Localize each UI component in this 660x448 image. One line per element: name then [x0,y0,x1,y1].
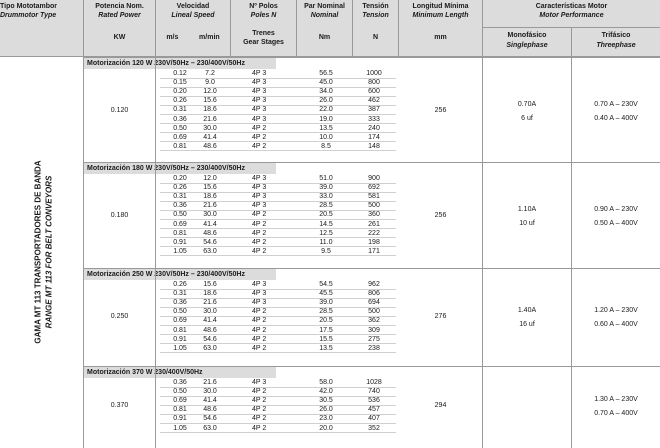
cell-n: 362 [368,317,380,325]
cell-poles: 4P 2 [252,142,267,150]
cell-poles: 4P 3 [252,106,267,114]
header-torque-unit: Nm [318,33,331,41]
cell-mmin: 63.0 [203,247,217,255]
cell-nm: 45.5 [319,290,333,298]
cell-poles: 4P 3 [252,70,267,77]
cell-poles: 4P 2 [252,335,267,343]
cell-nm: 13.5 [319,124,333,132]
cell-ms: 0.31 [173,290,187,298]
cell-ms: 1.05 [173,344,187,352]
cell-ms: 0.50 [173,211,187,219]
single-cap: 10 uf [519,219,535,227]
header-single [483,28,571,56]
cell-nm: 14.5 [319,220,333,228]
power-value: 0.180 [110,211,129,219]
cell-nm: 54.5 [319,281,333,288]
cell-n: 581 [368,193,380,201]
single-current [483,395,571,404]
cell-n: 275 [368,335,380,343]
grid-line [230,0,231,56]
cell-nm: 34.0 [319,88,333,96]
cell-mmin: 48.6 [203,229,217,237]
header-type-es: Tipo Mototambor [0,3,58,10]
cell-n: 148 [368,142,380,150]
grid-line [482,27,660,28]
cell-mmin: 54.6 [203,238,217,246]
cell-mmin: 41.4 [203,317,217,325]
cell-ms: 0.69 [173,397,187,405]
cell-poles: 4P 2 [252,238,267,246]
cell-mmin: 21.6 [203,202,217,210]
cell-mmin: 15.6 [203,184,217,192]
cell-mmin: 30.0 [203,308,217,316]
cell-nm: 58.0 [319,379,333,386]
group-separator [83,268,660,269]
header-torque-en: Nominal [310,12,339,20]
cell-poles: 4P 2 [252,326,267,334]
cell-poles: 4P 3 [252,202,267,210]
header-length-es: Longitud Mínima [412,3,469,10]
cell-ms: 0.81 [173,142,187,150]
cell-mmin: 63.0 [203,424,217,432]
cell-ms: 0.91 [173,238,187,246]
cell-nm: 12.5 [319,229,333,237]
cell-n: 457 [368,406,380,414]
single-current: 1.10A [517,205,537,213]
cell-mmin: 7.2 [205,70,215,77]
cell-n: 1028 [366,379,382,386]
cell-ms: 1.05 [173,247,187,255]
cell-mmin: 41.4 [203,133,217,141]
cell-poles: 4P 2 [252,344,267,352]
header-type [0,0,83,56]
header-tension [353,0,398,56]
length-value: 256 [434,211,447,219]
cell-nm: 28.5 [319,202,333,210]
cell-mmin: 18.6 [203,193,217,201]
length-value: 256 [434,106,447,114]
single-cap [483,409,571,418]
cell-poles: 4P 2 [252,424,267,432]
header-power-es: Potencia Nom. [95,3,144,10]
cell-nm: 39.0 [319,184,333,192]
cell-nm: 22.0 [319,106,333,114]
three-a: 0.70 A – 230V [594,100,638,108]
length-value: 276 [434,313,447,321]
cell-n: 198 [368,238,380,246]
cell-n: 309 [368,326,380,334]
cell-ms: 0.31 [173,193,187,201]
grid-line [83,0,84,448]
header-power-en: Rated Power [98,12,141,20]
header-three [572,28,660,56]
cell-nm: 20.5 [319,211,333,219]
group-band: Motorización 120 W 230V/50Hz – 230/400V/50Hz [84,58,276,69]
cell-n: 407 [368,415,380,423]
group-separator [83,162,660,163]
cell-nm: 19.0 [319,115,333,123]
group-separator [83,366,660,367]
cell-ms: 0.26 [173,97,187,105]
cell-ms: 0.31 [173,106,187,114]
cell-mmin: 30.0 [203,388,217,396]
cell-poles: 4P 2 [252,124,267,132]
cell-n: 900 [368,175,380,182]
header-poles-es: Nº Polos [249,3,278,10]
cell-n: 500 [368,308,380,316]
cell-nm: 33.0 [319,193,333,201]
cell-nm: 39.0 [319,299,333,307]
cell-mmin: 48.6 [203,406,217,414]
header-speed-es: Velocidad [176,3,210,10]
cell-poles: 4P 3 [252,299,267,307]
grid-line [296,0,297,56]
cell-nm: 56.5 [319,70,333,77]
cell-ms: 0.69 [173,133,187,141]
cell-n: 240 [368,124,380,132]
cell-ms: 0.36 [173,379,187,386]
cell-ms: 0.69 [173,317,187,325]
cell-poles: 4P 3 [252,290,267,298]
header-motor [483,0,660,27]
grid-line [482,0,483,448]
header-three-es: Trifásico [601,32,631,39]
cell-nm: 15.5 [319,335,333,343]
header-length-unit: mm [434,33,447,41]
grid-line [571,27,572,448]
cell-n: 171 [368,247,380,255]
single-cap: 16 uf [519,321,535,329]
header-type-en: Drummotor Type [0,12,57,20]
cell-nm: 26.0 [319,406,333,414]
header-length-en: Minimum Length [412,12,469,20]
header-speed [156,0,230,56]
cell-ms: 0.91 [173,335,187,343]
header-motor-en: Motor Performance [539,12,604,20]
range-label [2,56,85,448]
cell-nm: 20.5 [319,317,333,325]
cell-n: 694 [368,299,380,307]
range-label-en: RANGE MT 113 FOR BELT CONVEYORS [44,175,54,329]
cell-poles: 4P 3 [252,115,267,123]
cell-poles: 4P 2 [252,229,267,237]
header-length [399,0,482,56]
cell-ms: 0.20 [173,175,187,182]
three-b: 0.40 A – 400V [594,114,638,122]
header-poles [231,0,296,56]
single-current: 1.40A [517,307,537,315]
cell-poles: 4P 2 [252,388,267,396]
cell-n: 500 [368,202,380,210]
cell-ms: 0.20 [173,88,187,96]
cell-mmin: 54.6 [203,335,217,343]
three-a: 0.90 A – 230V [594,205,638,213]
three-a: 1.20 A – 230V [594,307,638,315]
three-a: 1.30 A – 230V [594,396,638,404]
cell-nm: 8.5 [321,142,331,150]
header-single-en: Singlephase [506,42,548,50]
cell-poles: 4P 2 [252,406,267,414]
header-tension-unit: N [372,33,379,41]
cell-ms: 0.36 [173,299,187,307]
header-tension-es: Tensión [362,3,389,10]
three-b: 0.60 A – 400V [594,321,638,329]
header-single-es: Monofásico [507,32,547,39]
cell-nm: 23.0 [319,415,333,423]
cell-ms: 0.91 [173,415,187,423]
cell-poles: 4P 2 [252,397,267,405]
cell-mmin: 21.6 [203,115,217,123]
cell-n: 806 [368,290,380,298]
cell-n: 222 [368,229,380,237]
cell-nm: 10.0 [319,133,333,141]
cell-poles: 4P 3 [252,79,267,87]
cell-n: 692 [368,184,380,192]
cell-n: 462 [368,97,380,105]
cell-poles: 4P 3 [252,88,267,96]
cell-nm: 20.0 [319,424,333,432]
cell-poles: 4P 3 [252,175,267,182]
cell-n: 333 [368,115,380,123]
cell-ms: 0.50 [173,388,187,396]
header-speed-unit-mmin: m/min [199,33,220,41]
cell-mmin: 15.6 [203,281,217,288]
header-poles-sub-es: Trenes [252,29,275,37]
group-band: Motorización 370 W 230/400V/50Hz [84,367,276,378]
power-value: 0.370 [110,402,129,410]
cell-mmin: 54.6 [203,415,217,423]
cell-mmin: 15.6 [203,97,217,105]
cell-n: 387 [368,106,380,114]
single-cap: 6 uf [521,114,533,122]
header-torque [297,0,352,56]
cell-poles: 4P 2 [252,308,267,316]
cell-mmin: 48.6 [203,326,217,334]
range-label-es: GAMA MT 113 TRANSPORTADORES DE BANDA [33,160,43,344]
cell-mmin: 12.0 [203,175,217,182]
cell-mmin: 12.0 [203,88,217,96]
cell-mmin: 21.6 [203,299,217,307]
header-three-en: Threephase [596,42,636,50]
cell-ms: 0.26 [173,184,187,192]
cell-ms: 0.50 [173,308,187,316]
cell-ms: 0.81 [173,326,187,334]
cell-mmin: 48.6 [203,142,217,150]
grid-line [155,0,156,448]
cell-ms: 0.81 [173,229,187,237]
power-value: 0.250 [110,313,129,321]
cell-n: 352 [368,424,380,432]
cell-n: 800 [368,79,380,87]
header-power-unit: KW [113,33,126,41]
cell-n: 360 [368,211,380,219]
cell-n: 174 [368,133,380,141]
cell-poles: 4P 2 [252,247,267,255]
header-speed-unit-ms: m/s [166,33,179,41]
power-value: 0.120 [110,106,129,114]
header-tension-en: Tension [362,12,389,20]
cell-ms: 0.12 [173,70,187,77]
cell-mmin: 18.6 [203,106,217,114]
cell-nm: 30.5 [319,397,333,405]
cell-nm: 13.5 [319,344,333,352]
grid-line [398,0,399,56]
cell-nm: 9.5 [321,247,331,255]
cell-mmin: 30.0 [203,124,217,132]
cell-nm: 45.0 [319,79,333,87]
cell-poles: 4P 2 [252,220,267,228]
cell-ms: 0.15 [173,79,187,87]
cell-nm: 28.5 [319,308,333,316]
cell-ms: 1.05 [173,424,187,432]
cell-poles: 4P 3 [252,97,267,105]
cell-mmin: 9.0 [205,79,215,87]
cell-n: 962 [368,281,380,288]
cell-mmin: 18.6 [203,290,217,298]
cell-mmin: 41.4 [203,220,217,228]
grid-line [352,0,353,56]
cell-ms: 0.26 [173,281,187,288]
cell-ms: 0.81 [173,406,187,414]
cell-mmin: 63.0 [203,344,217,352]
cell-nm: 51.0 [319,175,333,182]
cell-n: 1000 [366,70,382,77]
header-speed-en: Lineal Speed [171,12,215,20]
cell-n: 536 [368,397,380,405]
cell-poles: 4P 3 [252,379,267,386]
cell-n: 600 [368,88,380,96]
three-b: 0.70 A – 400V [594,410,638,418]
cell-nm: 42.0 [319,388,333,396]
cell-nm: 11.0 [319,238,333,246]
cell-n: 740 [368,388,380,396]
cell-mmin: 30.0 [203,211,217,219]
group-band: Motorización 180 W 230V/50Hz – 230/400V/50Hz [84,163,276,174]
cell-poles: 4P 2 [252,415,267,423]
header-power [84,0,155,56]
header-poles-en: Poles N [250,12,277,20]
cell-ms: 0.50 [173,124,187,132]
cell-ms: 0.36 [173,115,187,123]
cell-n: 261 [368,220,380,228]
cell-poles: 4P 3 [252,193,267,201]
group-band: Motorización 250 W 230V/50Hz – 230/400V/50Hz [84,269,276,280]
header-poles-sub-en: Gear Stages [243,39,284,47]
cell-poles: 4P 2 [252,317,267,325]
cell-poles: 4P 3 [252,281,267,288]
cell-poles: 4P 2 [252,133,267,141]
cell-nm: 26.0 [319,97,333,105]
header-torque-es: Par Nominal [304,3,345,10]
cell-poles: 4P 2 [252,211,267,219]
header-motor-es: Características Motor [535,3,608,10]
cell-mmin: 41.4 [203,397,217,405]
grid-line [0,56,660,57]
group-separator [83,57,660,58]
single-current: 0.70A [517,100,537,108]
cell-ms: 0.69 [173,220,187,228]
cell-ms: 0.36 [173,202,187,210]
length-value: 294 [434,402,447,410]
cell-nm: 17.5 [319,326,333,334]
cell-n: 238 [368,344,380,352]
three-b: 0.50 A – 400V [594,219,638,227]
cell-mmin: 21.6 [203,379,217,386]
cell-poles: 4P 3 [252,184,267,192]
